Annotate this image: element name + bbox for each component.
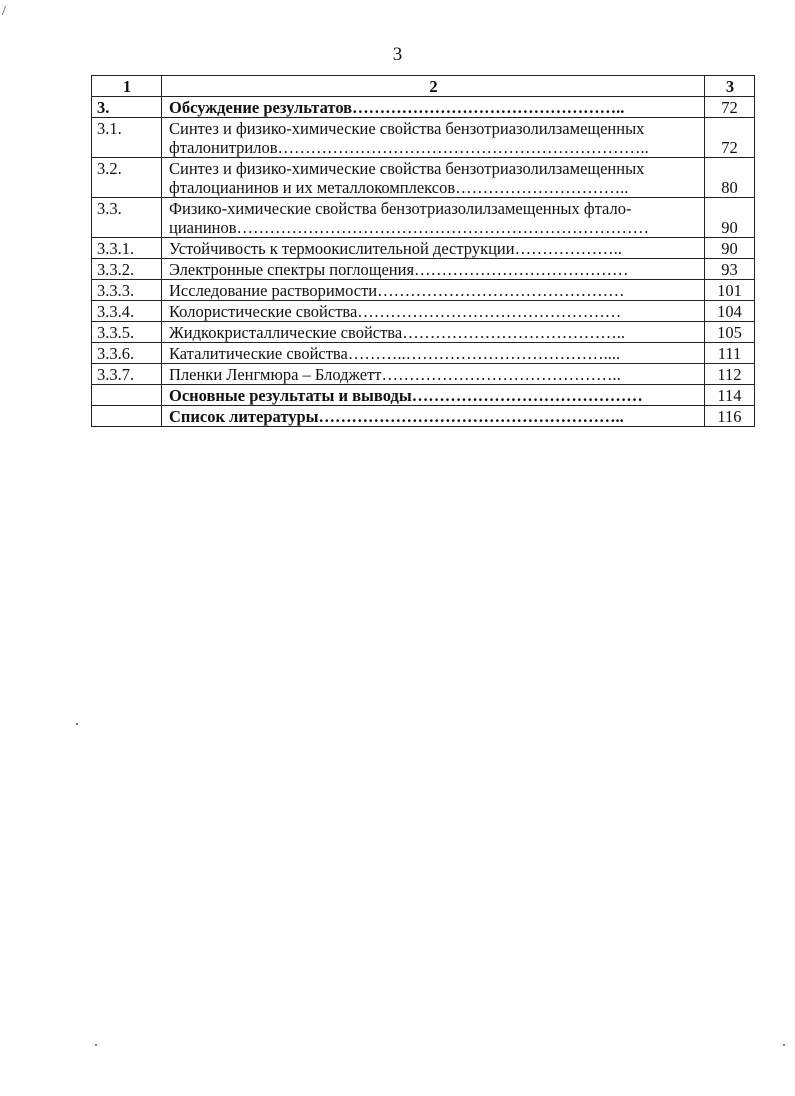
section-page: 101 [705,280,755,301]
table-row [92,385,755,406]
section-title [162,301,705,322]
section-title [162,343,705,364]
section-number: 3. [92,97,162,118]
section-title-line-1: Физико-химические свойства бензотриазолилзамещенных фтало- [169,199,632,218]
section-page: 114 [705,385,755,406]
section-number: 3.3.5. [92,322,162,343]
section-page: 80 [705,158,755,198]
section-title-line-2: фталоцианинов и их металлокомплексов………………………….. [169,178,629,197]
section-title-line-2: цианинов………………………………………………………………… [169,218,650,237]
table-row [92,364,755,385]
section-title [162,322,705,343]
table-row [92,301,755,322]
table-of-contents [91,75,755,427]
section-title-text: Основные результаты и выводы…………………………………… [169,386,643,405]
scan-speck [95,1044,97,1046]
section-page: 93 [705,259,755,280]
section-page: 112 [705,364,755,385]
section-number [92,406,162,427]
section-title [162,385,705,406]
section-title [162,198,705,238]
section-title [162,118,705,158]
section-title-text: Жидкокристаллические свойства………………………………….. [169,323,625,342]
scan-speck [783,1044,785,1046]
section-page: 105 [705,322,755,343]
table-row [92,238,755,259]
table-row [92,158,755,198]
corner-mark: / [2,4,6,19]
scan-speck [76,723,78,725]
section-page: 72 [705,118,755,158]
section-page: 90 [705,238,755,259]
section-page: 72 [705,97,755,118]
section-title [162,158,705,198]
section-title-text: Исследование растворимости……………………………………… [169,281,625,300]
section-page: 90 [705,198,755,238]
section-title-line-1: Синтез и физико-химические свойства бензотриазолилзамещенных [169,159,645,178]
section-title [162,238,705,259]
header-row [92,76,755,97]
column-header-number: 1 [92,76,162,97]
section-number: 3.3. [92,198,162,238]
section-number: 3.3.6. [92,343,162,364]
table-row [92,118,755,158]
section-title-line-2: фталонитрилов………………………………………………………….. [169,138,649,157]
table-row [92,259,755,280]
section-title-text: Каталитические свойства………..……………………………….... [169,344,621,363]
section-title-text: Устойчивость к термоокислительной деструкции……………….. [169,239,622,258]
table-row [92,343,755,364]
column-header-page: 3 [705,76,755,97]
section-number: 3.3.7. [92,364,162,385]
section-title-text: Колористические свойства………………………………………… [169,302,622,321]
section-title-text: Обсуждение результатов………………………………………….. [169,98,625,117]
section-page: 104 [705,301,755,322]
table-row [92,198,755,238]
section-page: 111 [705,343,755,364]
table-row [92,406,755,427]
table-row [92,322,755,343]
section-title-text: Пленки Ленгмюра – Блоджетт…………………………………….. [169,365,621,384]
column-header-title: 2 [162,76,705,97]
section-number: 3.3.3. [92,280,162,301]
section-number [92,385,162,406]
table-row [92,280,755,301]
section-title-text: Электронные спектры поглощения………………………………… [169,260,629,279]
section-title [162,364,705,385]
section-number: 3.3.2. [92,259,162,280]
section-title [162,406,705,427]
table-row [92,97,755,118]
page-number: 3 [392,44,403,65]
section-title-text: Список литературы……………………………………………….. [169,407,624,426]
section-number: 3.3.4. [92,301,162,322]
section-number: 3.3.1. [92,238,162,259]
section-number: 3.2. [92,158,162,198]
section-title [162,280,705,301]
section-title [162,259,705,280]
section-number: 3.1. [92,118,162,158]
section-title-line-1: Синтез и физико-химические свойства бензотриазолилзамещенных [169,119,645,138]
section-title [162,97,705,118]
section-page: 116 [705,406,755,427]
